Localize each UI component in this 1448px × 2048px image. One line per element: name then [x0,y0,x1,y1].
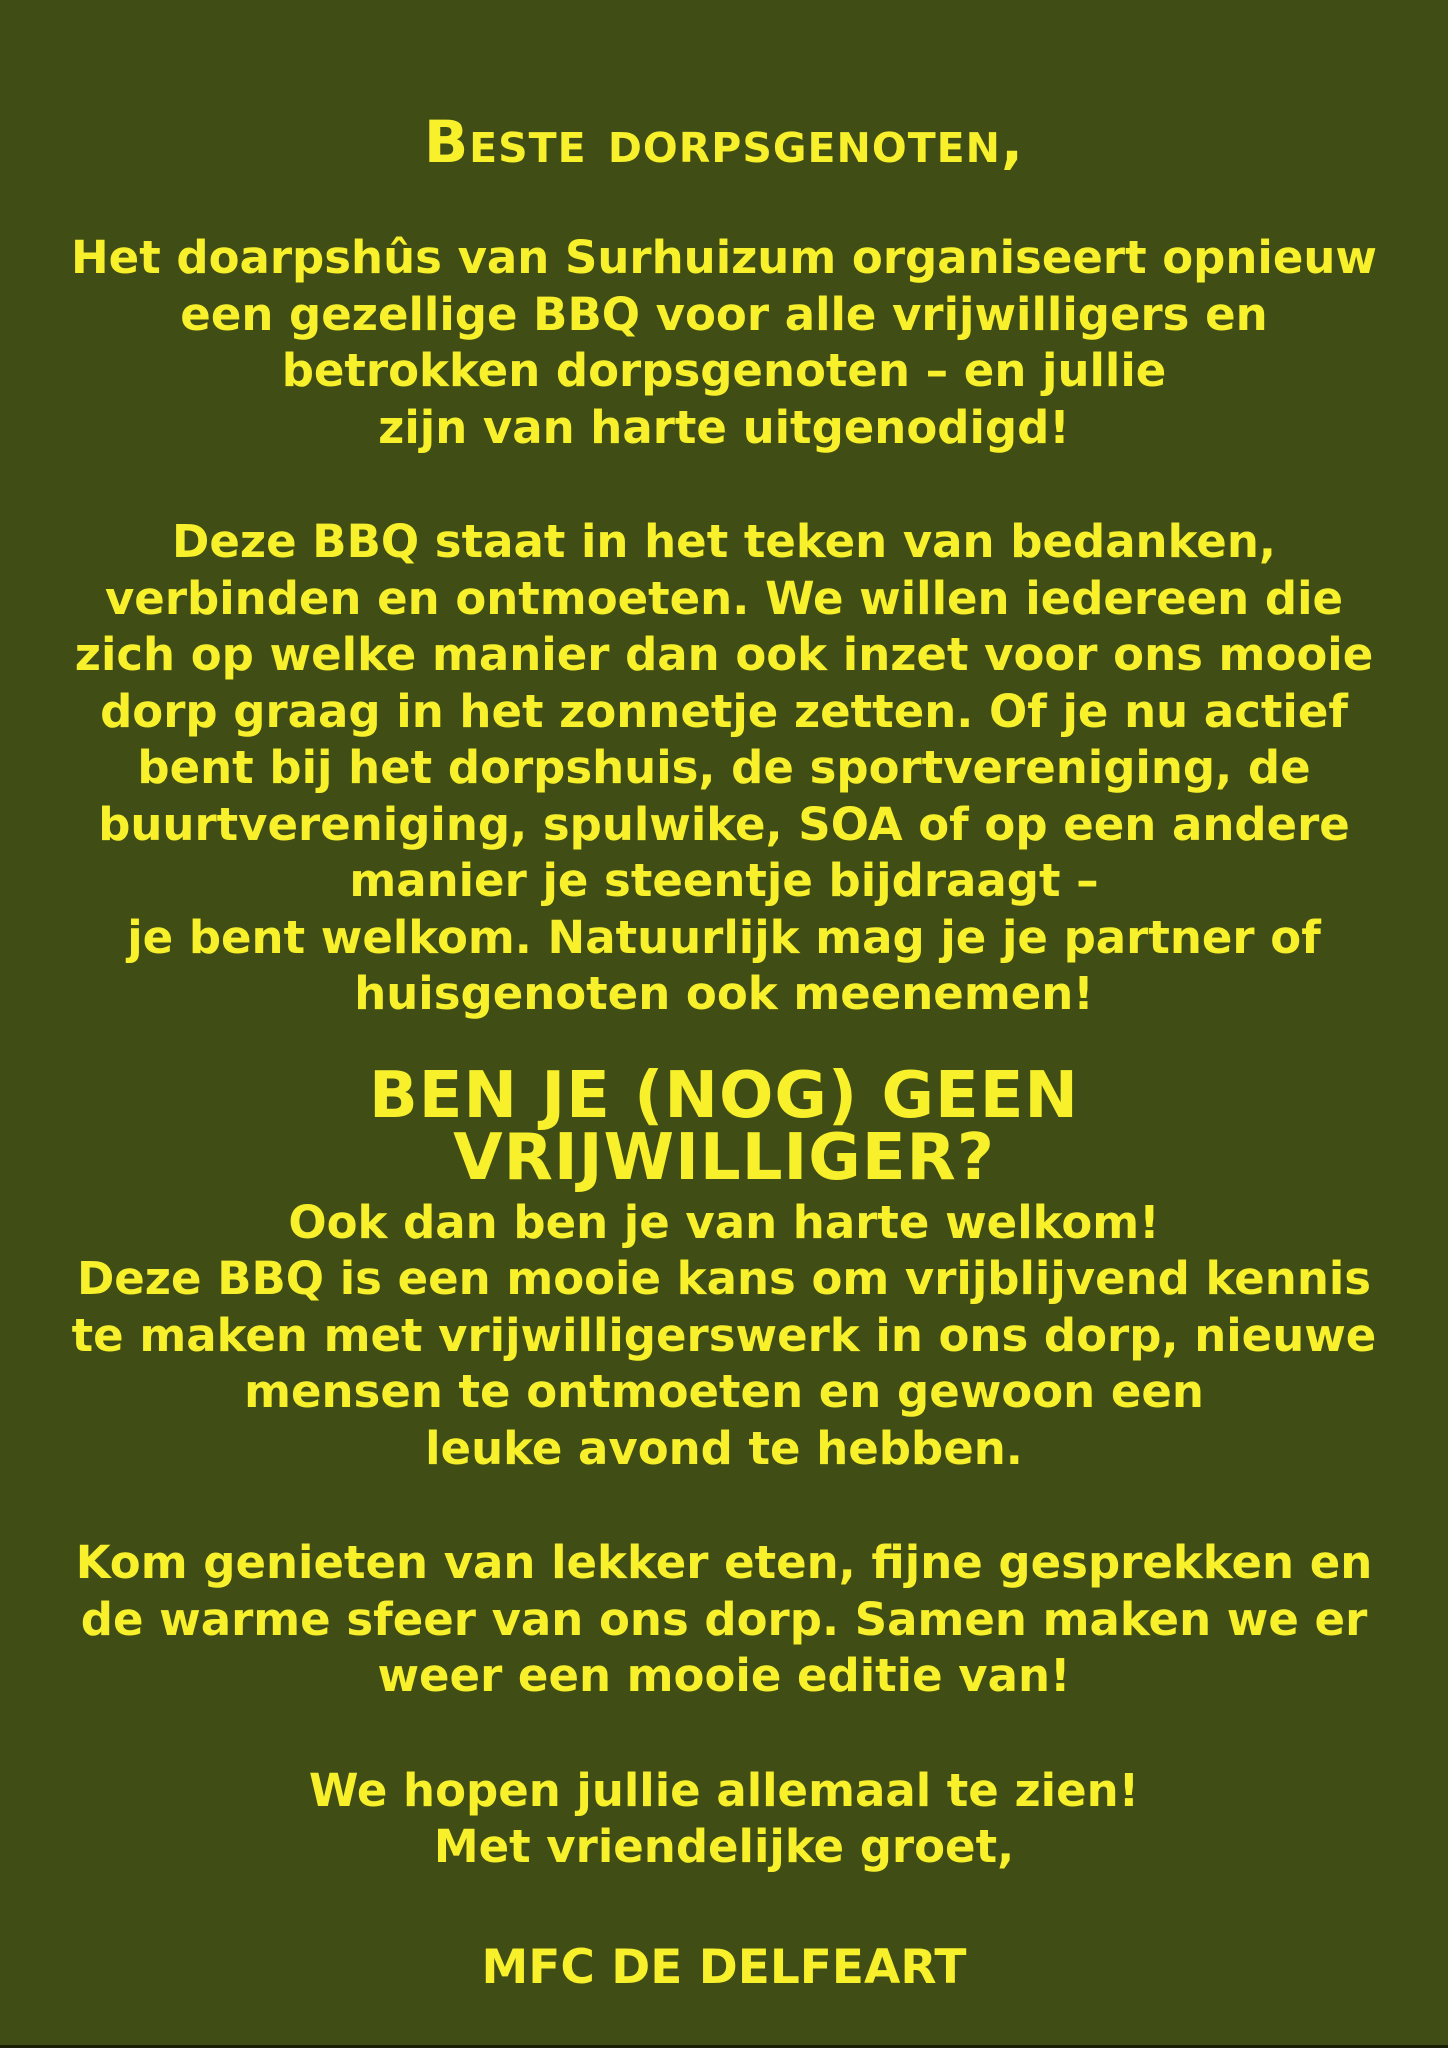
purpose-line: manier je steentje bijdraagt – [349,854,1099,907]
purpose-line: Deze BBQ staat in het teken van bedanken, [172,515,1276,568]
non-volunteer-line: te maken met vrijwilligerswerk in ons dorp, nieuwe [71,1308,1377,1362]
subheading-line: VRIJWILLIGER? [453,1120,995,1195]
purpose-line: huisgenoten ook meenemen! [354,967,1094,1020]
intro-paragraph [70,230,1378,456]
non-volunteer-line: leuke avond te hebben. [425,1421,1023,1475]
volunteer-subheading [70,1058,1378,1195]
intro-line: betrokken dorpsgenoten – en jullie [281,344,1167,397]
closing-line: We hopen jullie allemaal te zien! [308,1763,1140,1817]
non-volunteer-paragraph [70,1195,1378,1478]
signature: MFC DE DELFEART [481,1939,967,1995]
purpose-paragraph [70,514,1378,1023]
purpose-line: verbinden en ontmoeten. We willen iedereen die [104,571,1344,625]
intro-line: Het doarpshûs van Surhuizum organiseert opnieuw [71,231,1377,284]
enjoy-line: weer een mooie editie van! [377,1649,1071,1702]
letter-heading: Beste dorpsgenoten, [423,108,1025,176]
intro-line: zijn van harte uitgenodigd! [378,400,1070,454]
closing-paragraph [70,1763,1378,1876]
enjoy-paragraph [70,1535,1378,1705]
subheading-line: BEN JE (NOG) GEEN [369,1058,1079,1133]
intro-line: een gezellige BBQ voor alle vrijwilligers en [180,287,1268,341]
purpose-line: je bent welkom. Natuurlijk mag je je partner of [127,910,1321,964]
non-volunteer-line: mensen te ontmoeten en gewoon een [244,1365,1204,1418]
closing-line: Met vriendelijke groet, [433,1820,1015,1873]
enjoy-line: de warme sfeer van ons dorp. Samen maken we er [80,1592,1368,1646]
purpose-line: dorp graag in het zonnetje zetten. Of je nu actief [100,684,1348,738]
non-volunteer-line: Ook dan ben je van harte welkom! [288,1195,1160,1249]
purpose-line: buurtvereniging, spulwike, SOA of op een andere [98,797,1350,851]
enjoy-line: Kom genieten van lekker eten, fijne gesprekken en [75,1536,1373,1589]
purpose-line: bent bij het dorpshuis, de sportvereniging, de [137,741,1311,794]
purpose-line: zich op welke manier dan ook inzet voor ons mooie [74,628,1374,681]
non-volunteer-line: Deze BBQ is een mooie kans om vrijblijvend kennis [76,1252,1372,1305]
